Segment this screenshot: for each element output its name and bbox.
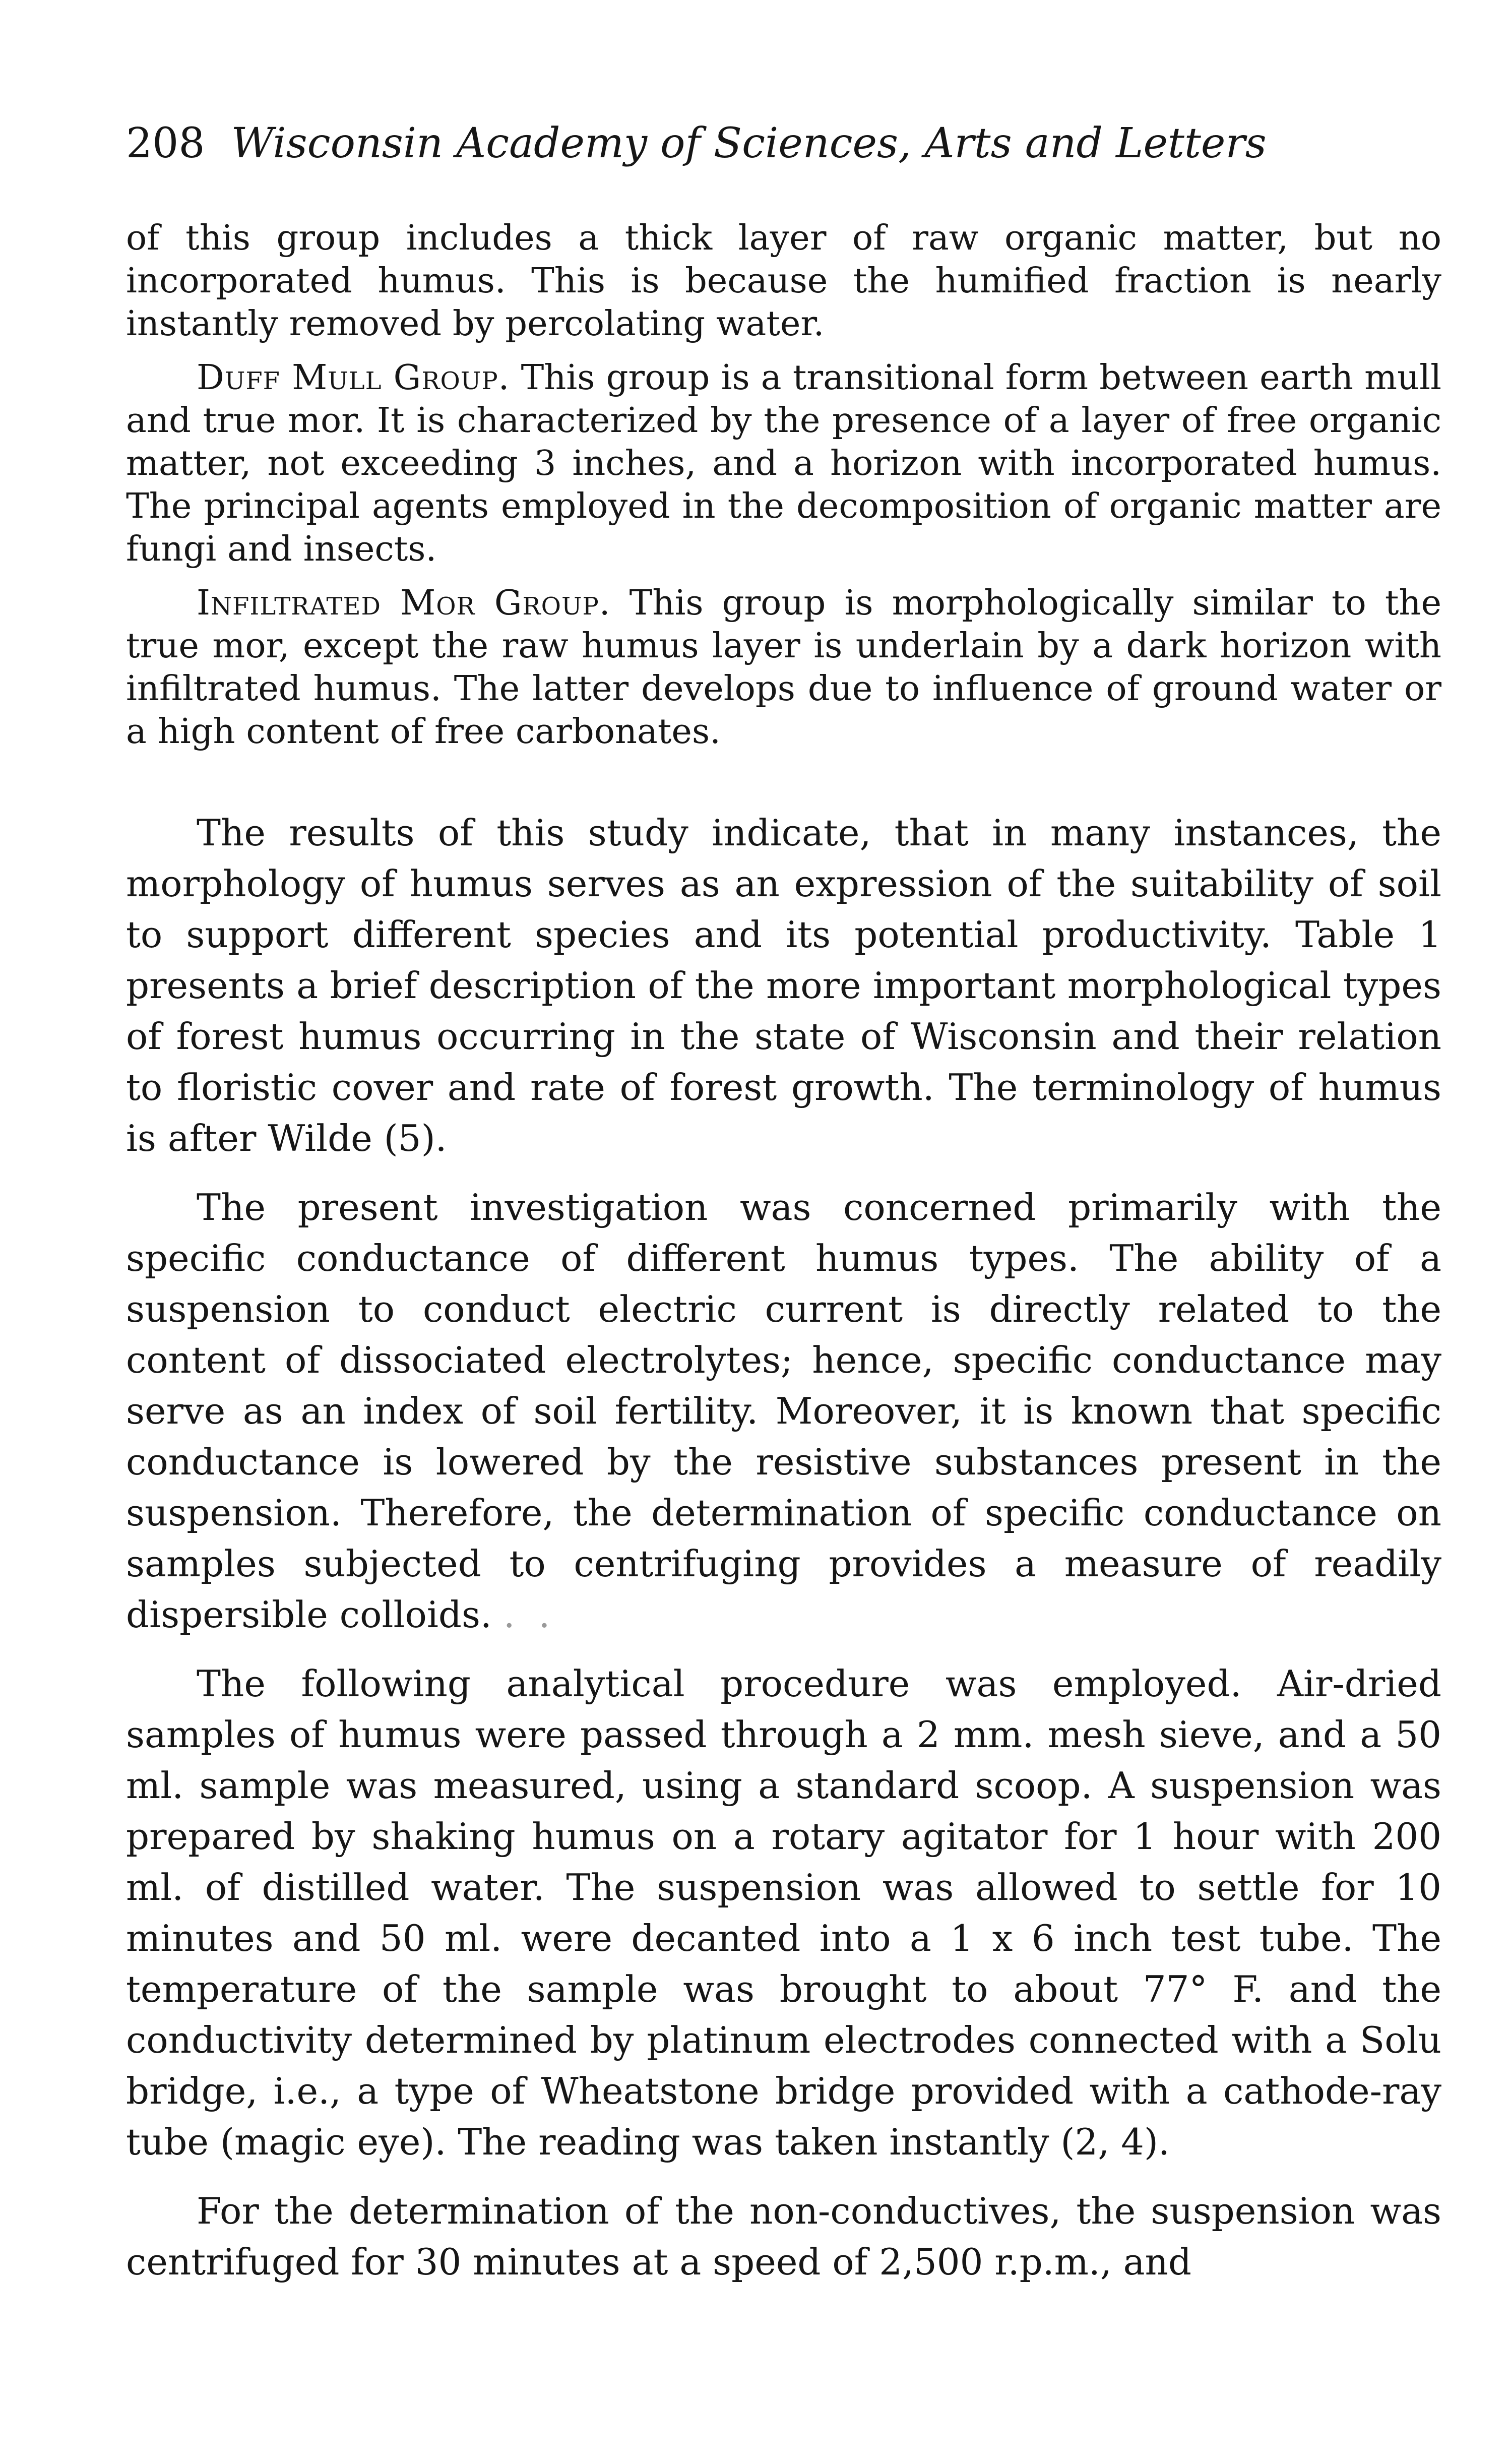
paragraph-results — [126, 808, 1441, 1164]
paragraph-text: For the determination of the non-conductives, the suspension was centrifuged for 30 minutes at a speed of 2,500 r.p.m., and — [126, 2190, 1441, 2283]
journal-title: Wisconsin Academy of Sciences, Arts and Letters — [231, 119, 1267, 167]
paragraph-text: This group is morphologically similar to the true mor, except the raw humus layer is underlain by a dark horizon with infiltrated humus. The latter develops due to influence of ground water or a high content of free carbonates. — [126, 583, 1441, 752]
page-number: 208 — [126, 119, 205, 167]
paragraph-duff-mull-group — [126, 356, 1441, 571]
paragraph-text: The present investigation was concerned primarily with the specific conductance of different humus types. The ability of a suspension to conduct electric current is directly related to the content of dissociated electrolytes; hence, specific conductance may serve as an index of soil fertility. Moreover, it is known that specific conductance is lowered by the resistive substances present in the suspension. Therefore, the determination of specific conductance on samples subjected to centrifuging provides a measure of readily dispersible colloids. — [126, 1186, 1441, 1636]
stray-marks: . . — [503, 1593, 556, 1636]
paragraph-text: The following analytical procedure was employed. Air-dried samples of humus were passed through a 2 mm. mesh sieve, and a 50 ml. sample was measured, using a standard scoop. A suspension was prepared by shaking humus on a rotary agitator for 1 hour with 200 ml. of distilled water. The suspension was allowed to settle for 10 minutes and 50 ml. were decanted into a 1 x 6 inch test tube. The temperature of the sample was brought to about 77° F. and the conductivity determined by platinum electrodes connected with a Solu bridge, i.e., a type of Wheatstone bridge provided with a cathode-ray tube (magic eye). The reading was taken instantly (2, 4). — [126, 1662, 1441, 2163]
body-text — [126, 217, 1441, 2288]
paragraph-infiltrated-mor-group — [126, 582, 1441, 753]
paragraph-text: This group is a transitional form between earth mull and true mor. It is characterized by the presence of a layer of free organic matter, not exceeding 3 inches, and a horizon with incorporated humus. The principal agents employed in the decomposition of organic matter are fungi and insects. — [126, 357, 1441, 569]
humus-group-descriptions — [126, 217, 1441, 753]
paragraph-continuation — [126, 217, 1441, 345]
paragraph-text: of this group includes a thick layer of raw organic matter, but no incorporated humus. This is because the humified fraction is nearly instantly removed by percolating water. — [126, 218, 1441, 344]
paragraph-procedure — [126, 1658, 1441, 2168]
section-heading: Infiltrated Mor Group. — [197, 583, 611, 623]
paragraph-non-conductives — [126, 2186, 1441, 2288]
running-head — [126, 116, 1436, 171]
section-heading: Duff Mull Group. — [197, 357, 510, 398]
paragraph-investigation — [126, 1182, 1441, 1640]
study-discussion — [126, 808, 1441, 2288]
paragraph-text: The results of this study indicate, that in many instances, the morphology of humus serves as an expression of the suitability of soil to support different species and its potential productivity. Table 1 presents a brief description of the more important morphological types of forest humus occurring in the state of Wisconsin and their relation to floristic cover and rate of forest growth. The terminology of humus is after Wilde (5). — [126, 812, 1441, 1159]
